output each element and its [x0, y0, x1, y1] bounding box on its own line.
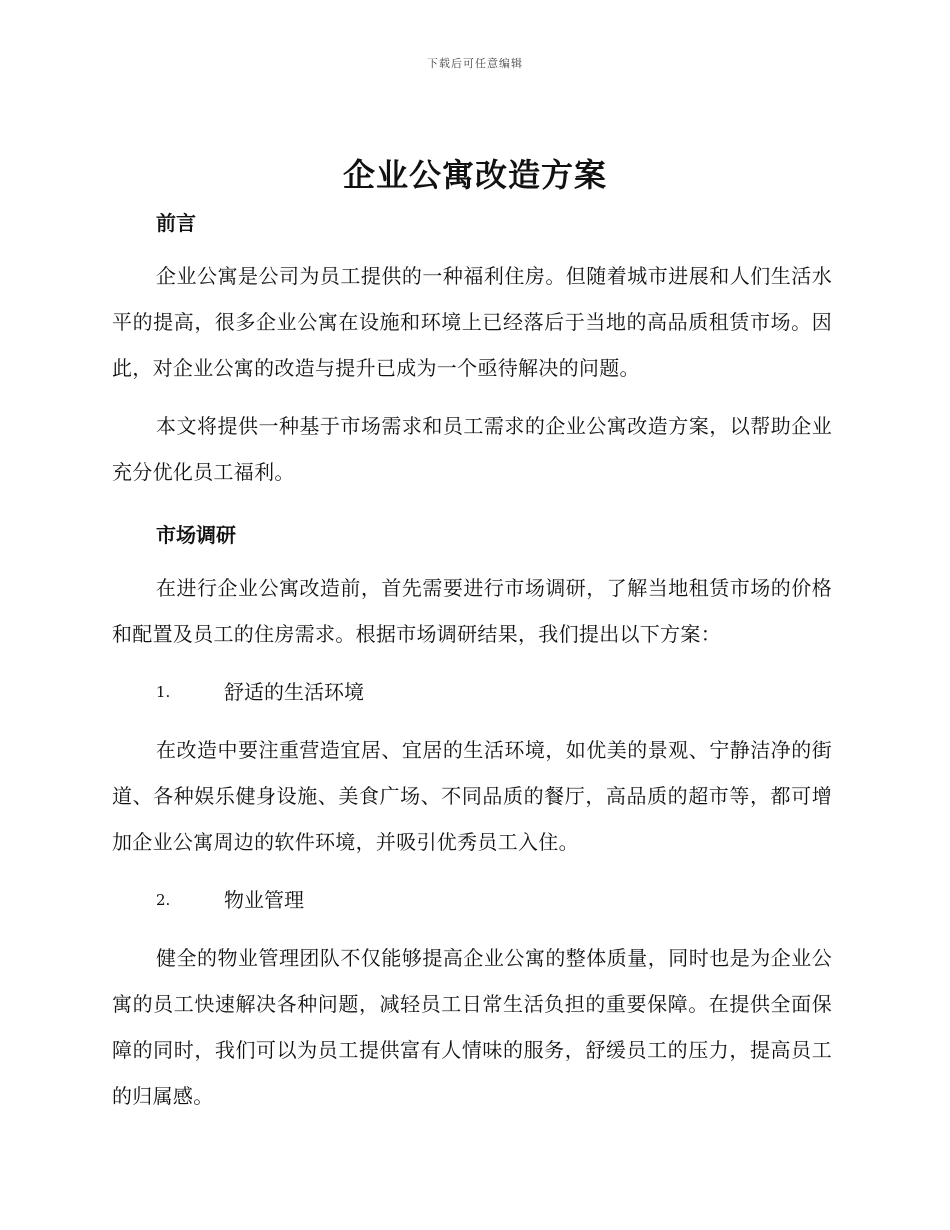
- section-heading-research: 市场调研: [156, 523, 236, 547]
- header-note: 下载后可任意编辑: [427, 57, 523, 70]
- research-paragraph-1: 在进行企业公寓改造前，首先需要进行市场调研，了解当地租赁市场的价格和配置及员工的住房需求。根据市场调研结果，我们提出以下方案：: [112, 576, 832, 646]
- preface-paragraph-1: 企业公寓是公司为员工提供的一种福利住房。但随着城市进展和人们生活水平的提高，很多企业公寓在设施和环境上已经落后于当地的高品质租赁市场。因此，对企业公寓的改造与提升已成为一个亟待解决的问题。: [112, 264, 832, 380]
- list-item-title: 舒适的生活环境: [224, 680, 364, 704]
- preface-paragraph-2: 本文将提供一种基于市场需求和员工需求的企业公寓改造方案，以帮助企业充分优化员工福利。: [112, 414, 832, 484]
- list-item-number: 2.: [156, 891, 171, 909]
- list-item-1: [112, 669, 832, 715]
- list-item-title: 物业管理: [224, 888, 304, 912]
- list-item-number: 1.: [156, 683, 171, 701]
- document-body: [112, 205, 832, 1119]
- section-heading-preface: 前言: [156, 211, 196, 235]
- item-1-paragraph: 在改造中要注重营造宜居、宜居的生活环境，如优美的景观、宁静洁净的街道、各种娱乐健身设施、美食广场、不同品质的餐厅，高品质的超市等，都可增加企业公寓周边的软件环境，并吸引优秀员工入住。: [112, 738, 832, 854]
- document-title: 企业公寓改造方案: [342, 156, 607, 194]
- list-item-2: [112, 877, 832, 923]
- item-2-paragraph: 健全的物业管理团队不仅能够提高企业公寓的整体质量，同时也是为企业公寓的员工快速解决各种问题，减轻员工日常生活负担的重要保障。在提供全面保障的同时，我们可以为员工提供富有人情味的服务，舒缓员工的压力，提高员工的归属感。: [112, 946, 832, 1108]
